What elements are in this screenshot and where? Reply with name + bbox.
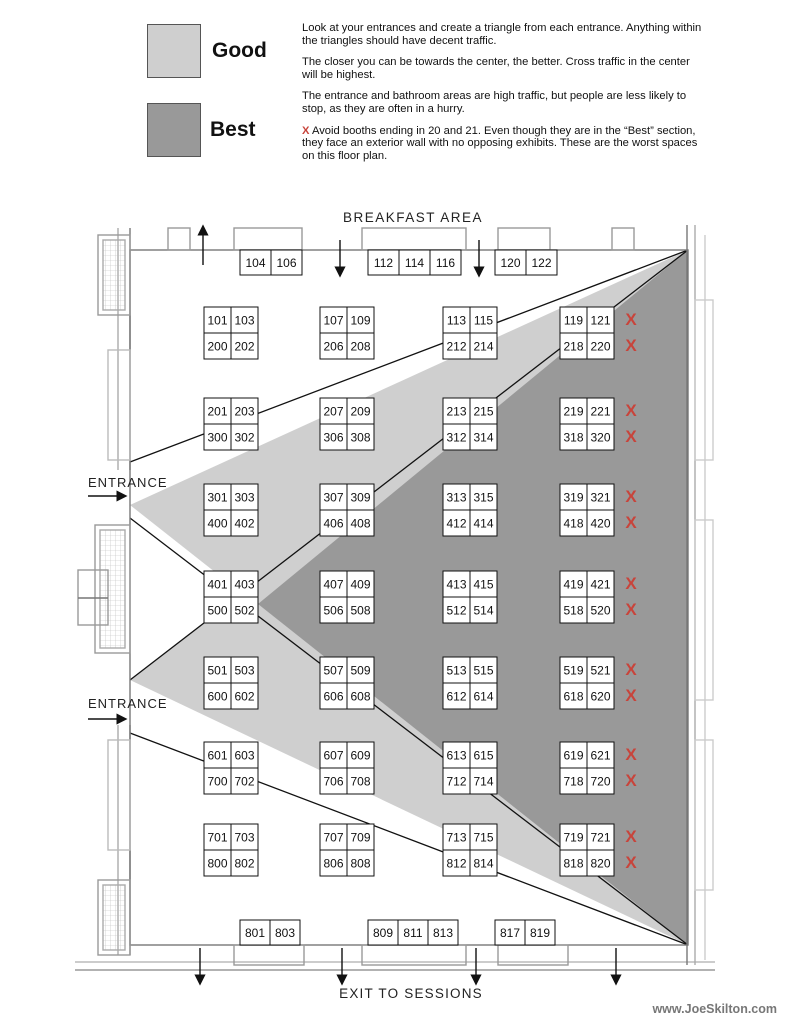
booth-number: 313 (446, 490, 467, 505)
worst-booth-x-icon: X (625, 600, 637, 619)
booth-number: 713 (446, 830, 467, 845)
booth-number: 403 (234, 577, 255, 592)
booth-number: 700 (207, 774, 228, 789)
booth-number: 114 (404, 256, 425, 270)
booth-number: 314 (473, 430, 494, 445)
worst-booth-x-icon: X (625, 336, 637, 355)
booth-number: 303 (234, 490, 255, 505)
booth-number: 318 (563, 430, 584, 445)
worst-booth-x-icon: X (625, 827, 637, 846)
booth-number: 609 (350, 748, 371, 763)
booth-number: 608 (350, 689, 371, 704)
booth-number: 506 (323, 603, 344, 618)
booth-number: 109 (350, 313, 371, 328)
booth-number: 817 (499, 926, 521, 940)
booth-number: 601 (207, 748, 228, 763)
booth-number: 620 (590, 689, 611, 704)
note-high-traffic: The entrance and bathroom areas are high traffic, but people are less likely to stop, as they are often in a hurry. (302, 90, 687, 115)
booth-number: 513 (446, 663, 467, 678)
booth-number: 708 (350, 774, 371, 789)
booth-number: 409 (350, 577, 371, 592)
booth-number: 514 (473, 603, 494, 618)
booth-number: 802 (234, 856, 255, 871)
booth-number: 508 (350, 603, 371, 618)
booth-number: 202 (234, 339, 255, 354)
booth-number: 521 (590, 663, 611, 678)
booth-number: 400 (207, 516, 228, 531)
booth-number: 421 (590, 577, 611, 592)
booth-number: 507 (323, 663, 344, 678)
booth-number: 320 (590, 430, 611, 445)
booth-number: 214 (473, 339, 494, 354)
booth-number: 301 (207, 490, 228, 505)
booth-number: 420 (590, 516, 611, 531)
booth-number: 107 (323, 313, 344, 328)
worst-booth-x-icon: X (625, 401, 637, 420)
booth-number: 115 (473, 313, 494, 328)
booth-number: 715 (473, 830, 494, 845)
credit-text: www.JoeSkilton.com (652, 1002, 777, 1016)
booth-number: 806 (323, 856, 344, 871)
booth-number: 615 (473, 748, 494, 763)
booth-number: 306 (323, 430, 344, 445)
booth-number: 501 (207, 663, 228, 678)
booth-number: 116 (435, 256, 456, 270)
booth-number: 200 (207, 339, 228, 354)
booth-number: 607 (323, 748, 344, 763)
exit-sessions-label: EXIT TO SESSIONS (339, 986, 483, 1001)
booth-number: 712 (446, 774, 467, 789)
note-avoid-text: Avoid booths ending in 20 and 21. Even though they are in the “Best” section, they face an exterior wall with no opposing exhibits. These are the worst spaces on this floor plan. (302, 124, 698, 162)
booth-number: 308 (350, 430, 371, 445)
booth-number: 212 (446, 339, 467, 354)
worst-booth-x-icon: X (625, 771, 637, 790)
legend-best-label: Best (210, 118, 256, 141)
booth-number: 413 (446, 577, 467, 592)
booth-number: 814 (473, 856, 494, 871)
worst-booth-x-icon: X (625, 686, 637, 705)
booth-number: 418 (563, 516, 584, 531)
booth-number: 612 (446, 689, 467, 704)
booth-number: 206 (323, 339, 344, 354)
booth-number: 720 (590, 774, 611, 789)
worst-booth-x-icon: X (625, 853, 637, 872)
worst-booth-x-icon: X (625, 660, 637, 679)
booth-number: 412 (446, 516, 467, 531)
booth-number: 419 (563, 577, 584, 592)
booth-number: 614 (473, 689, 494, 704)
booth-number: 702 (234, 774, 255, 789)
booth-number: 819 (529, 926, 551, 940)
booth-number: 414 (473, 516, 494, 531)
booth-number: 509 (350, 663, 371, 678)
booth-number: 500 (207, 603, 228, 618)
booth-number: 203 (234, 404, 255, 419)
booth-number: 401 (207, 577, 228, 592)
booth-number: 502 (234, 603, 255, 618)
booth-number: 207 (323, 404, 344, 419)
booth-number: 811 (403, 926, 423, 940)
booth-number: 820 (590, 856, 611, 871)
booth-number: 602 (234, 689, 255, 704)
booth-number: 113 (446, 313, 467, 328)
booth-number: 220 (590, 339, 611, 354)
booth-number: 312 (446, 430, 467, 445)
entrance-upper-label: ENTRANCE (88, 475, 168, 490)
booth-number: 621 (590, 748, 611, 763)
note-center: The closer you can be towards the center, the better. Cross traffic in the center will be highest. (302, 56, 690, 81)
booth-number: 201 (207, 404, 228, 419)
booth-number: 512 (446, 603, 467, 618)
note-triangle: Look at your entrances and create a triangle from each entrance. Anything within the triangles should have decent traffic. (302, 22, 702, 47)
booth-number: 407 (323, 577, 344, 592)
booth-number: 606 (323, 689, 344, 704)
booth-number: 122 (531, 256, 552, 270)
booth-number: 701 (207, 830, 228, 845)
booth-number: 519 (563, 663, 584, 678)
booth-number: 812 (446, 856, 467, 871)
booth-number: 518 (563, 603, 584, 618)
booth-number: 208 (350, 339, 371, 354)
booth-number: 406 (323, 516, 344, 531)
booth-number: 801 (244, 926, 266, 940)
booth-number: 603 (234, 748, 255, 763)
booth-number: 321 (590, 490, 611, 505)
booth-number: 520 (590, 603, 611, 618)
worst-booth-x-icon: X (625, 513, 637, 532)
x-mark-icon: X (302, 124, 310, 137)
booth-number: 215 (473, 404, 494, 419)
booth-number: 718 (563, 774, 584, 789)
booth-number: 104 (245, 256, 266, 270)
booth-number: 112 (373, 256, 394, 270)
booth-number: 808 (350, 856, 371, 871)
booth-number: 103 (234, 313, 255, 328)
booth-number: 721 (590, 830, 611, 845)
booth-number: 213 (446, 404, 467, 419)
booth-number: 503 (234, 663, 255, 678)
legend-good-label: Good (212, 39, 267, 62)
booth-number: 101 (207, 313, 228, 328)
booth-number: 307 (323, 490, 344, 505)
booth-number: 219 (563, 404, 584, 419)
breakfast-area-label: BREAKFAST AREA (342, 210, 484, 225)
booth-number: 719 (563, 830, 584, 845)
booth-number: 209 (350, 404, 371, 419)
worst-booth-x-icon: X (625, 745, 637, 764)
booth-number: 707 (323, 830, 344, 845)
booth-number: 809 (372, 926, 394, 940)
booth-number: 803 (274, 926, 296, 940)
booth-number: 402 (234, 516, 255, 531)
booth-number: 613 (446, 748, 467, 763)
booth-number: 709 (350, 830, 371, 845)
booth-number: 415 (473, 577, 494, 592)
booth-number: 618 (563, 689, 584, 704)
booth-number: 703 (234, 830, 255, 845)
booth-number: 600 (207, 689, 228, 704)
booth-number: 302 (234, 430, 255, 445)
booth-number: 106 (276, 256, 297, 270)
booth-number: 800 (207, 856, 228, 871)
booth-number: 813 (432, 926, 454, 940)
worst-booth-x-icon: X (625, 310, 637, 329)
booth-number: 218 (563, 339, 584, 354)
worst-booth-x-icon: X (625, 574, 637, 593)
booth-number: 121 (590, 313, 611, 328)
booth-number: 515 (473, 663, 494, 678)
booth-number: 119 (563, 313, 584, 328)
booth-number: 714 (473, 774, 494, 789)
worst-booth-x-icon: X (625, 427, 637, 446)
booth-number: 120 (500, 256, 521, 270)
booth-number: 619 (563, 748, 584, 763)
booth-number: 706 (323, 774, 344, 789)
booth-number: 309 (350, 490, 371, 505)
booth-number: 315 (473, 490, 494, 505)
entrance-lower-label: ENTRANCE (88, 696, 168, 711)
booth-number: 408 (350, 516, 371, 531)
booth-number: 300 (207, 430, 228, 445)
worst-booth-x-icon: X (625, 487, 637, 506)
booth-number: 818 (563, 856, 584, 871)
booth-number: 221 (590, 404, 611, 419)
booth-number: 319 (563, 490, 584, 505)
